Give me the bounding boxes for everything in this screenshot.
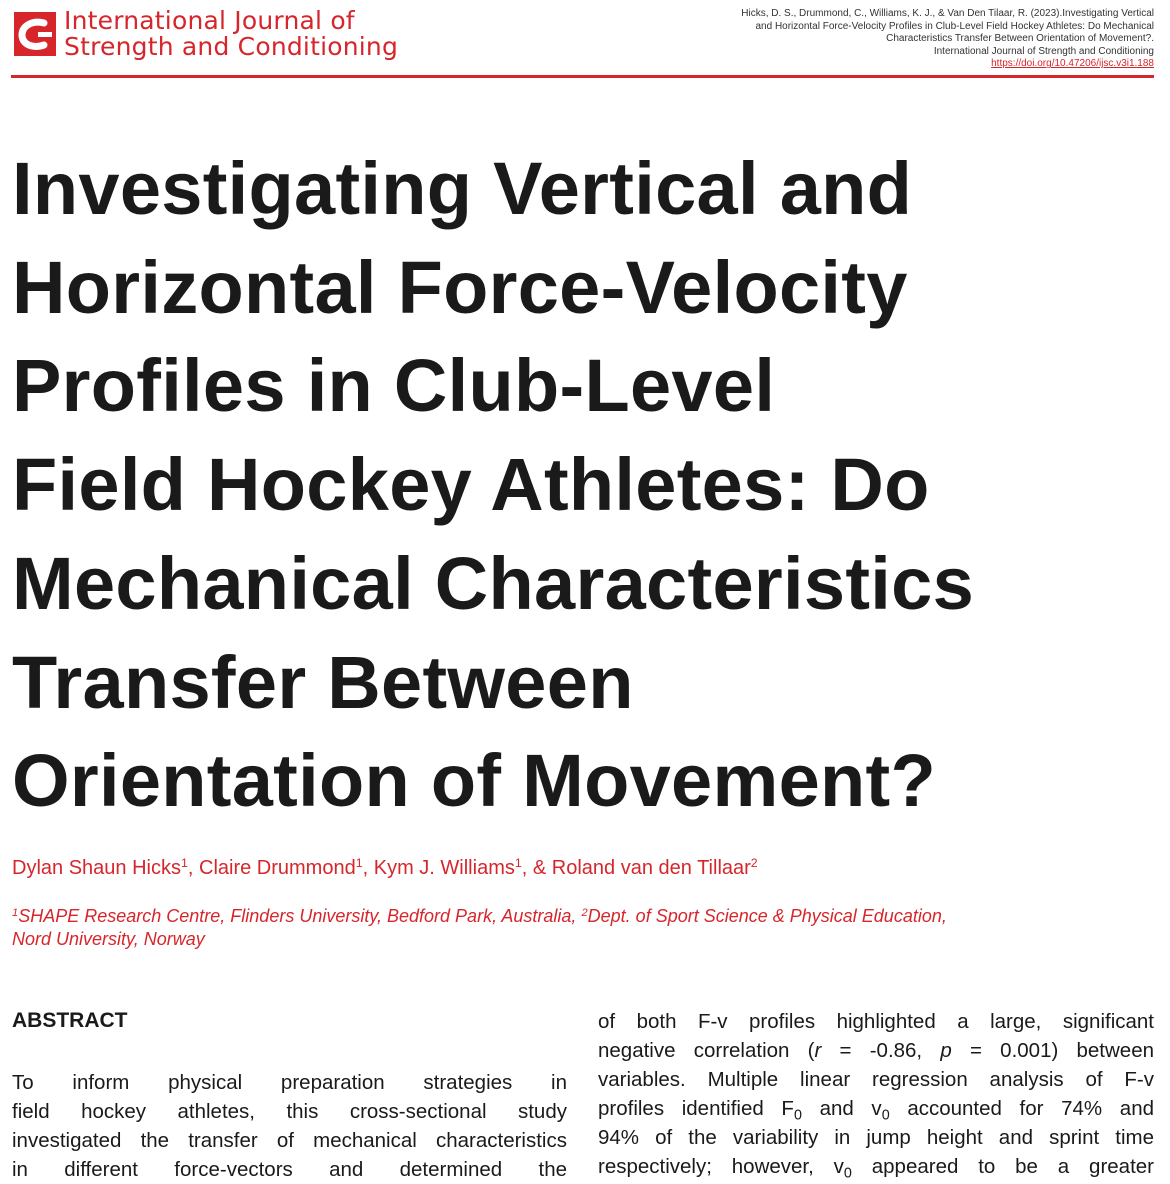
citation-line: International Journal of Strength and Conditioning (933, 45, 1154, 57)
abstract-line: 94% of the variability in jump height and sprint time (598, 1126, 1154, 1149)
text-run: = -0.86, (821, 1039, 941, 1062)
author-separator: , (187, 857, 199, 879)
journal-header (0, 0, 1170, 80)
affiliation-text: Dept. of Sport Science & Physical Education, (587, 906, 947, 926)
citation-block (634, 8, 1154, 71)
title-line: Profiles in Club-Level (12, 344, 776, 428)
text-run: profiles identified F (598, 1097, 794, 1120)
subscript: 0 (843, 1165, 852, 1182)
affiliation-text: Nord University, Norway (12, 929, 205, 949)
text-run: and v (801, 1097, 882, 1120)
abstract-line: field hockey athletes, this cross-sectional study (12, 1100, 567, 1123)
abstract-line: variables. Multiple linear regression analysis of F-v (598, 1068, 1154, 1091)
journal-name-line: Strength and Conditioning (64, 32, 399, 61)
citation-line: Characteristics Transfer Between Orientation of Movement?. (886, 33, 1154, 45)
journal-logo-icon (14, 12, 56, 56)
abstract-line: To inform physical preparation strategies in (12, 1071, 567, 1094)
citation-line: Hicks, D. S., Drummond, C., Williams, K. J., & Van Den Tilaar, R. (2023).Investigating Vertical (741, 8, 1154, 19)
journal-name (64, 8, 398, 60)
title-line: Transfer Between (12, 640, 634, 724)
text-run: = 0.001) between (951, 1039, 1155, 1062)
subscript: 0 (793, 1107, 802, 1124)
author-name: Dylan Shaun Hicks (12, 857, 181, 879)
abstract-heading: ABSTRACT (12, 1009, 128, 1032)
journal-name-line: International Journal of (64, 6, 355, 35)
abstract-column-left (12, 1068, 567, 1184)
author-list (12, 855, 758, 881)
author-name: Roland van den Tillaar (551, 857, 751, 879)
text-run: accounted for 74% and (889, 1097, 1154, 1120)
affiliation-marker: 1 (12, 906, 19, 919)
author-separator: , (362, 857, 374, 879)
title-line: Horizontal Force-Velocity (12, 245, 908, 329)
text-run: appeared to be a greater (851, 1155, 1154, 1178)
abstract-line (598, 1036, 1154, 1065)
affiliation-marker: 1 (355, 856, 363, 871)
abstract-line (598, 1094, 1154, 1123)
title-line: Investigating Vertical and (12, 147, 913, 230)
text-run: respectively; however, v (598, 1155, 844, 1178)
affiliation-marker: 2 (750, 856, 758, 871)
abstract-line (598, 1152, 1154, 1181)
author-name: Kym J. Williams (373, 857, 515, 879)
author-name: Claire Drummond (199, 857, 356, 879)
doi-link[interactable]: https://doi.org/10.47206/ijsc.v3i1.188 (991, 58, 1154, 70)
affiliation-marker: 2 (581, 906, 588, 919)
abstract-line: investigated the transfer of mechanical characteristics (12, 1129, 567, 1152)
article-title (12, 140, 1162, 831)
abstract-line: in different force-vectors and determined the (12, 1158, 567, 1181)
affiliation-marker: 1 (514, 856, 522, 871)
title-line: Field Hockey Athletes: Do (12, 443, 930, 527)
stat-symbol: r (814, 1039, 822, 1062)
title-line: Orientation of Movement? (12, 739, 936, 823)
text-run: negative correlation ( (598, 1039, 815, 1062)
header-divider (11, 75, 1154, 78)
affiliation-marker: 1 (180, 856, 188, 871)
author-separator: , & (521, 857, 552, 879)
abstract-column-right (598, 1007, 1154, 1181)
title-line: Mechanical Characteristics (12, 541, 975, 625)
subscript: 0 (881, 1107, 890, 1124)
abstract-line: of both F-v profiles highlighted a large, significant (598, 1010, 1154, 1033)
citation-line: and Horizontal Force-Velocity Profiles in Club-Level Field Hockey Athletes: Do Mechanical (755, 20, 1154, 32)
affiliations (12, 905, 1162, 951)
affiliation-text: SHAPE Research Centre, Flinders University, Bedford Park, Australia, (18, 906, 582, 926)
stat-symbol: p (940, 1039, 952, 1062)
